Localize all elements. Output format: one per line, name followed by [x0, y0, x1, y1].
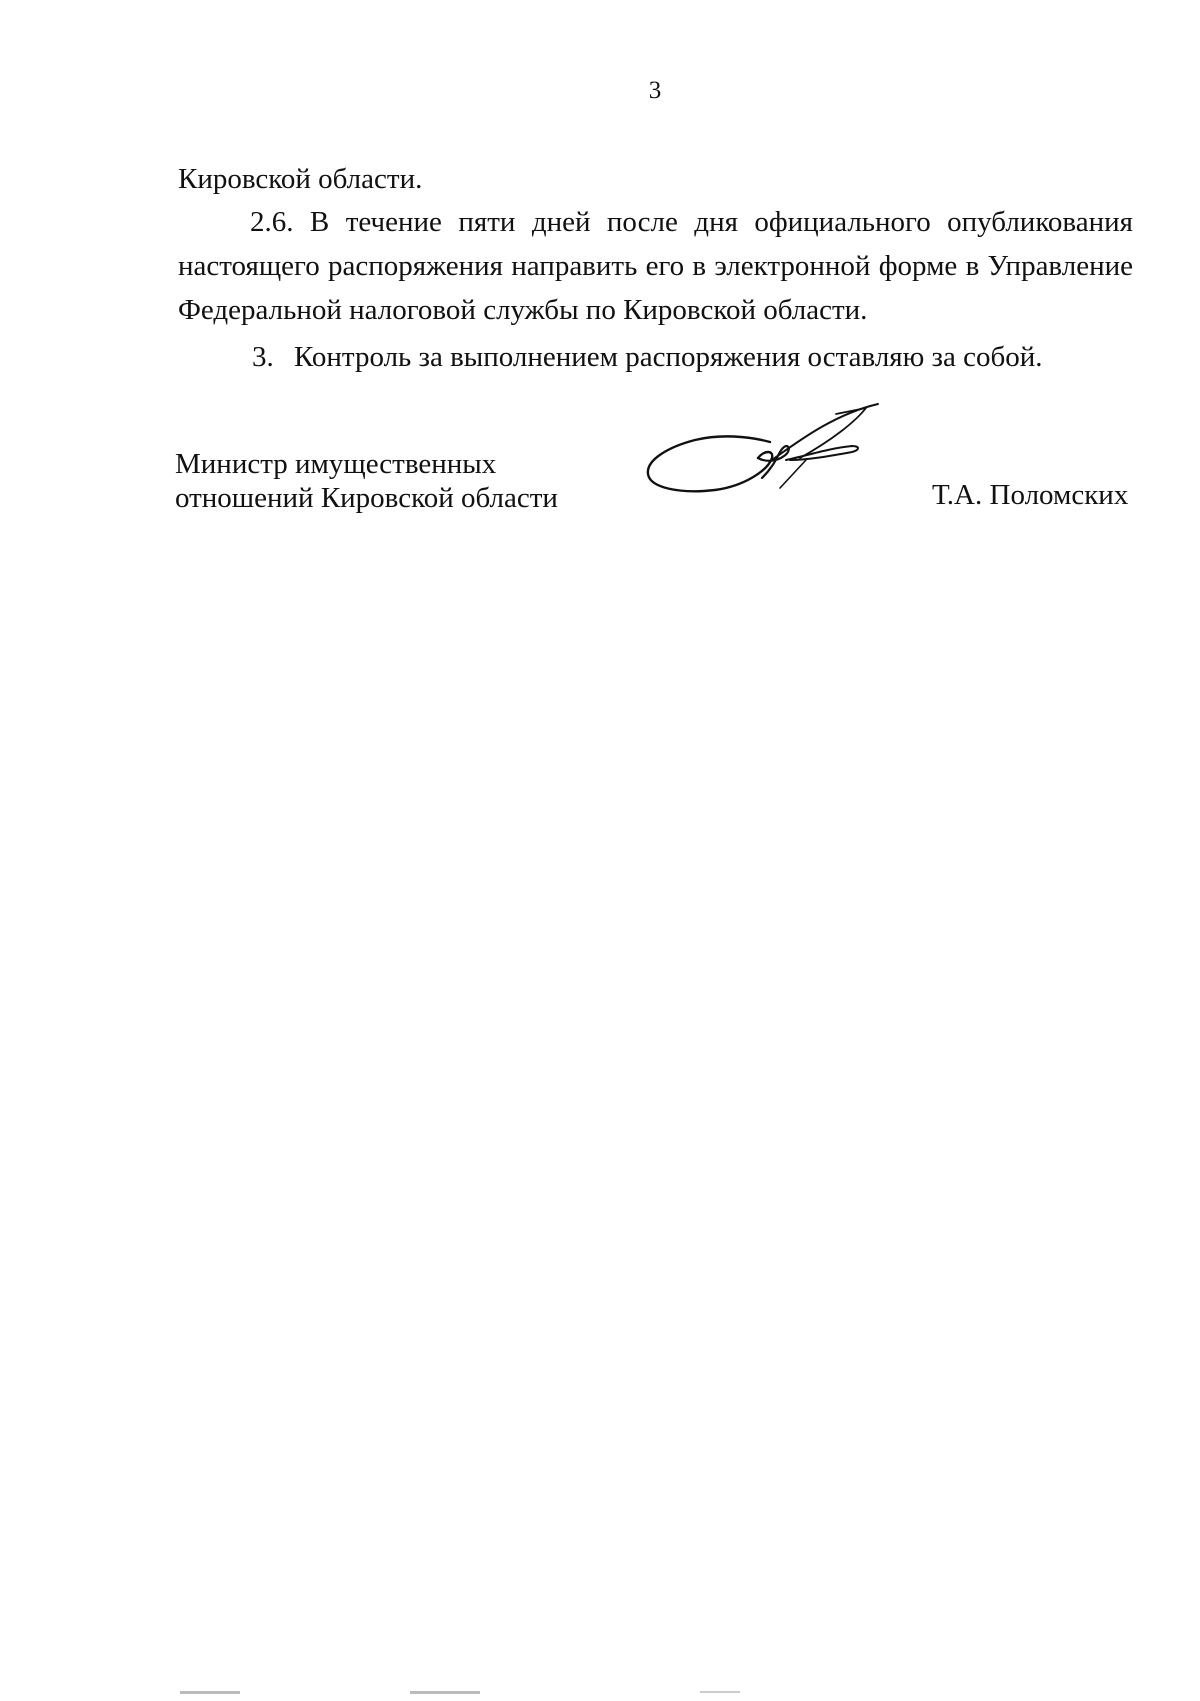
paragraph-2-6-line-2: настоящего распоряжения направить его в электронной форме в Управление: [178, 250, 1133, 282]
signatory-position-line-2: отношений Кировской области: [175, 482, 558, 514]
paragraph-3-number: 3.: [252, 341, 274, 373]
page-number: 3: [648, 77, 662, 104]
paragraph-2-6: [178, 200, 1133, 332]
handwritten-signature: [640, 400, 890, 510]
paragraph-2-6-line-3: Федеральной налоговой службы по Кировской области.: [178, 294, 868, 326]
signatory-name: Т.А. Поломских: [932, 479, 1129, 511]
scan-artifact-marks: [180, 1688, 880, 1696]
signatory-position-line-1: Министр имущественных: [175, 448, 497, 480]
continuation-text: Кировской области.: [178, 163, 423, 195]
paragraph-2-6-line-1: 2.6. В течение пяти дней после дня официального опубликования: [250, 206, 1133, 238]
paragraph-3: [252, 335, 1043, 379]
paragraph-3-text: Контроль за выполнением распоряжения оставляю за собой.: [294, 341, 1043, 373]
signatory-position: [175, 447, 558, 515]
